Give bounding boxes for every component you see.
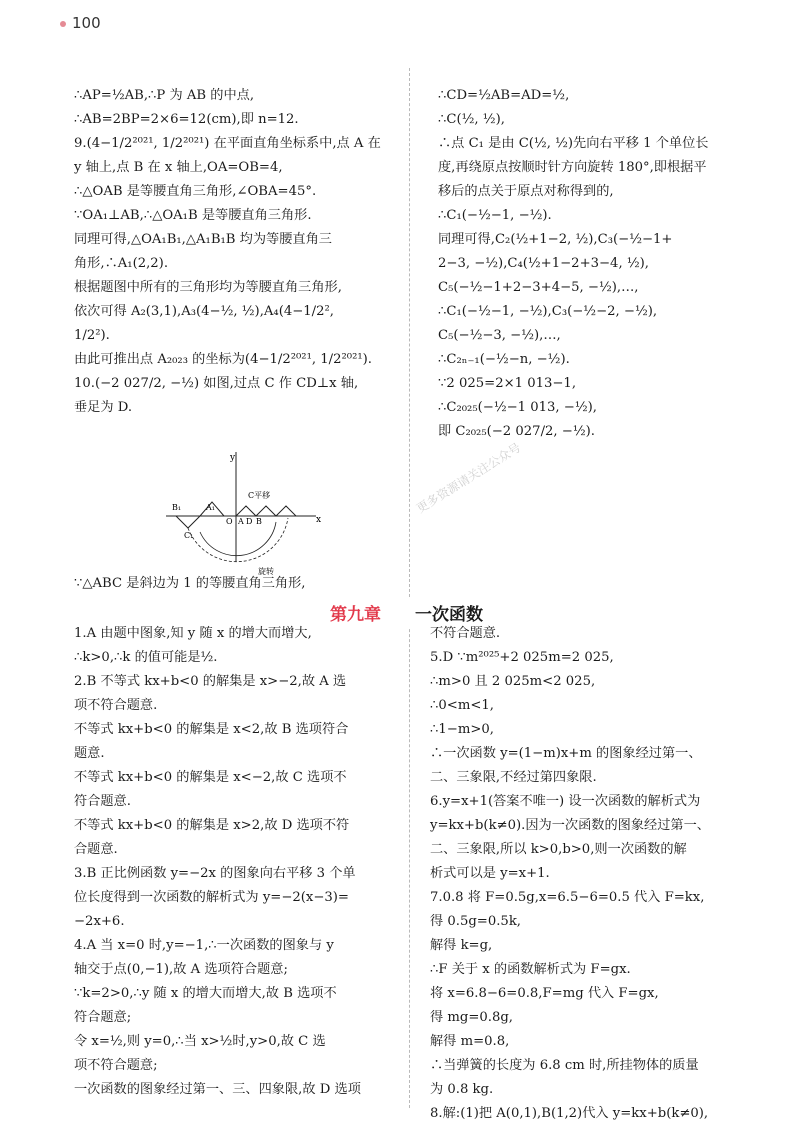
text-line: 不符合题意. — [430, 626, 501, 641]
page-dot-icon — [60, 21, 66, 27]
rotation-figure — [166, 452, 326, 582]
page-number — [60, 14, 101, 32]
left-column-bottom — [74, 622, 394, 1102]
text-line: ∴AB=2BP=2×6=12(cm),即 n=12. — [74, 112, 299, 127]
text-line: 析式可以是 y=x+1. — [430, 866, 550, 881]
text-line: 3.B 正比例函数 y=−2x 的图象向右平移 3 个单 — [74, 866, 356, 881]
text-line: y 轴上,点 B 在 x 轴上,OA=OB=4, — [74, 160, 283, 175]
text-line: ∴k>0,∴k 的值可能是½. — [74, 650, 218, 665]
left-column-top — [74, 84, 394, 420]
text-line: 6.y=x+1(答案不唯一) 设一次函数的解析式为 — [430, 794, 701, 809]
point-c1-label: C₁ — [184, 531, 194, 540]
text-line: 一次函数的图象经过第一、三、四象限,故 D 选项 — [74, 1082, 361, 1097]
text-line: 为 0.8 kg. — [430, 1082, 494, 1097]
text-line: 不等式 kx+b<0 的解集是 x>2,故 D 选项不符 — [74, 818, 350, 833]
text-line: 2−3, −½),C₄(½+1−2+3−4, ½), — [438, 256, 649, 271]
text-line: ∴AP=½AB,∴P 为 AB 的中点, — [74, 88, 255, 103]
origin-label: O — [226, 517, 233, 526]
point-a-label: A — [238, 517, 244, 526]
text-line: 10.(−2 027/2, −½) 如图,过点 C 作 CD⊥x 轴, — [74, 376, 359, 391]
text-line: ∴1−m>0, — [430, 722, 494, 737]
watermark: 更多资源请关注公众号 — [414, 440, 524, 516]
text-line: ∴△OAB 是等腰直角三角形,∠OBA=45°. — [74, 184, 317, 199]
text-line: 合题意. — [74, 842, 118, 857]
point-a1-label: A₁ — [206, 503, 215, 512]
text-line: ∴C₁(−½−1, −½). — [438, 208, 552, 223]
text-line: 1.A 由题中图象,知 y 随 x 的增大而增大, — [74, 626, 312, 641]
text-line: 解得 m=0.8, — [430, 1034, 510, 1049]
text-line: ∵OA₁⊥AB,∴△OA₁B 是等腰直角三角形. — [74, 208, 312, 223]
text-line: 移后的点关于原点对称得到的, — [438, 184, 614, 199]
point-b1-label: B₁ — [172, 503, 182, 512]
text-line: 得 mg=0.8g, — [430, 1010, 513, 1025]
text-line: 5.D ∵m²⁰²⁵+2 025m=2 025, — [430, 650, 614, 665]
text-line: ∴一次函数 y=(1−m)x+m 的图象经过第一、 — [430, 746, 702, 761]
text-line: 二、三象限,不经过第四象限. — [430, 770, 597, 785]
chapter-number: 第九章 — [330, 605, 381, 625]
text-line: ∴F 关于 x 的函数解析式为 F=gx. — [430, 962, 631, 977]
text-line: ∴C(½, ½), — [438, 112, 505, 127]
text-line: 9.(4−1/2²⁰²¹, 1/2²⁰²¹) 在平面直角坐标系中,点 A 在 — [74, 136, 381, 151]
text-line: 项不符合题意. — [74, 698, 158, 713]
text-line: ∴C₂ₙ₋₁(−½−n, −½). — [438, 352, 570, 367]
text-line: 1/2²). — [74, 328, 110, 343]
text-line: ∵k=2>0,∴y 随 x 的增大而增大,故 B 选项不 — [74, 986, 337, 1001]
text-line: 依次可得 A₂(3,1),A₃(4−½, ½),A₄(4−1/2², — [74, 304, 334, 319]
text-line: 度,再绕原点按顺时针方向旋转 180°,即根据平 — [438, 160, 707, 175]
text-line: ∴m>0 且 2 025m<2 025, — [430, 674, 596, 689]
translate-label: C平移 — [248, 491, 271, 500]
text-line: 解得 k=g, — [430, 938, 493, 953]
text-line: 符合题意. — [74, 794, 131, 809]
chapter-title: 一次函数 — [415, 605, 483, 625]
text-line: 位长度得到一次函数的解析式为 y=−2(x−3)= — [74, 890, 349, 905]
text-line: ∴C₁(−½−1, −½),C₃(−½−2, −½), — [438, 304, 658, 319]
text-line: C₅(−½−3, −½),…, — [438, 328, 561, 343]
text-line: 8.解:(1)把 A(0,1),B(1,2)代入 y=kx+b(k≠0), — [430, 1106, 709, 1121]
text-line: 项不符合题意; — [74, 1058, 158, 1073]
text-line: 根据题图中所有的三角形均为等腰直角三角形, — [74, 280, 342, 295]
text-line: 即 C₂₀₂₅(−2 027/2, −½). — [438, 424, 595, 439]
text-line: 不等式 kx+b<0 的解集是 x<−2,故 C 选项不 — [74, 770, 347, 785]
point-d-label: D — [246, 517, 253, 526]
y-axis-label: y — [230, 453, 236, 463]
text-line: 7.0.8 将 F=0.5g,x=6.5−6=0.5 代入 F=kx, — [430, 890, 705, 905]
text-line: 同理可得,C₂(½+1−2, ½),C₃(−½−1+ — [438, 232, 673, 247]
text-line: 同理可得,△OA₁B₁,△A₁B₁B 均为等腰直角三 — [74, 232, 332, 247]
text-line: 得 0.5g=0.5k, — [430, 914, 521, 929]
text-line: 二、三象限,所以 k>0,b>0,则一次函数的解 — [430, 842, 687, 857]
text-line: 令 x=½,则 y=0,∴当 x>½时,y>0,故 C 选 — [74, 1034, 326, 1049]
text-line: ∴C₂₀₂₅(−½−1 013, −½), — [438, 400, 597, 415]
text-line: ∴0<m<1, — [430, 698, 494, 713]
text-line: ∴点 C₁ 是由 C(½, ½)先向右平移 1 个单位长 — [438, 136, 709, 151]
text-line: ∵△ABC 是斜边为 1 的等腰直角三角形, — [74, 576, 306, 591]
text-line: 角形,∴A₁(2,2). — [74, 256, 169, 271]
text-line: ∴CD=½AB=AD=½, — [438, 88, 570, 103]
text-line: 符合题意; — [74, 1010, 132, 1025]
text-line: 垂足为 D. — [74, 400, 133, 415]
page-number-text: 100 — [72, 14, 101, 32]
text-line: 由此可推出点 A₂₀₂₃ 的坐标为(4−1/2²⁰²¹, 1/2²⁰²¹). — [74, 352, 372, 367]
text-line: ∵2 025=2×1 013−1, — [438, 376, 577, 391]
point-b-label: B — [256, 517, 262, 526]
text-line: 题意. — [74, 746, 105, 761]
text-line: C₅(−½−1+2−3+4−5, −½),…, — [438, 280, 639, 295]
right-column-bottom — [430, 622, 760, 1126]
column-divider — [409, 68, 410, 1108]
text-line: ∴当弹簧的长度为 6.8 cm 时,所挂物体的质量 — [430, 1058, 699, 1073]
rotate-label: 旋转 — [258, 567, 274, 576]
text-line: y=kx+b(k≠0).因为一次函数的图象经过第一、 — [430, 818, 710, 833]
text-line: 将 x=6.8−6=0.8,F=mg 代入 F=gx, — [430, 986, 659, 1001]
x-axis-label: x — [316, 515, 322, 525]
left-column-tail — [74, 572, 306, 596]
text-line: 4.A 当 x=0 时,y=−1,∴一次函数的图象与 y — [74, 938, 334, 953]
text-line: 不等式 kx+b<0 的解集是 x<2,故 B 选项符合 — [74, 722, 349, 737]
text-line: −2x+6. — [74, 914, 125, 929]
text-line: 2.B 不等式 kx+b<0 的解集是 x>−2,故 A 选 — [74, 674, 347, 689]
text-line: 轴交于点(0,−1),故 A 选项符合题意; — [74, 962, 288, 977]
